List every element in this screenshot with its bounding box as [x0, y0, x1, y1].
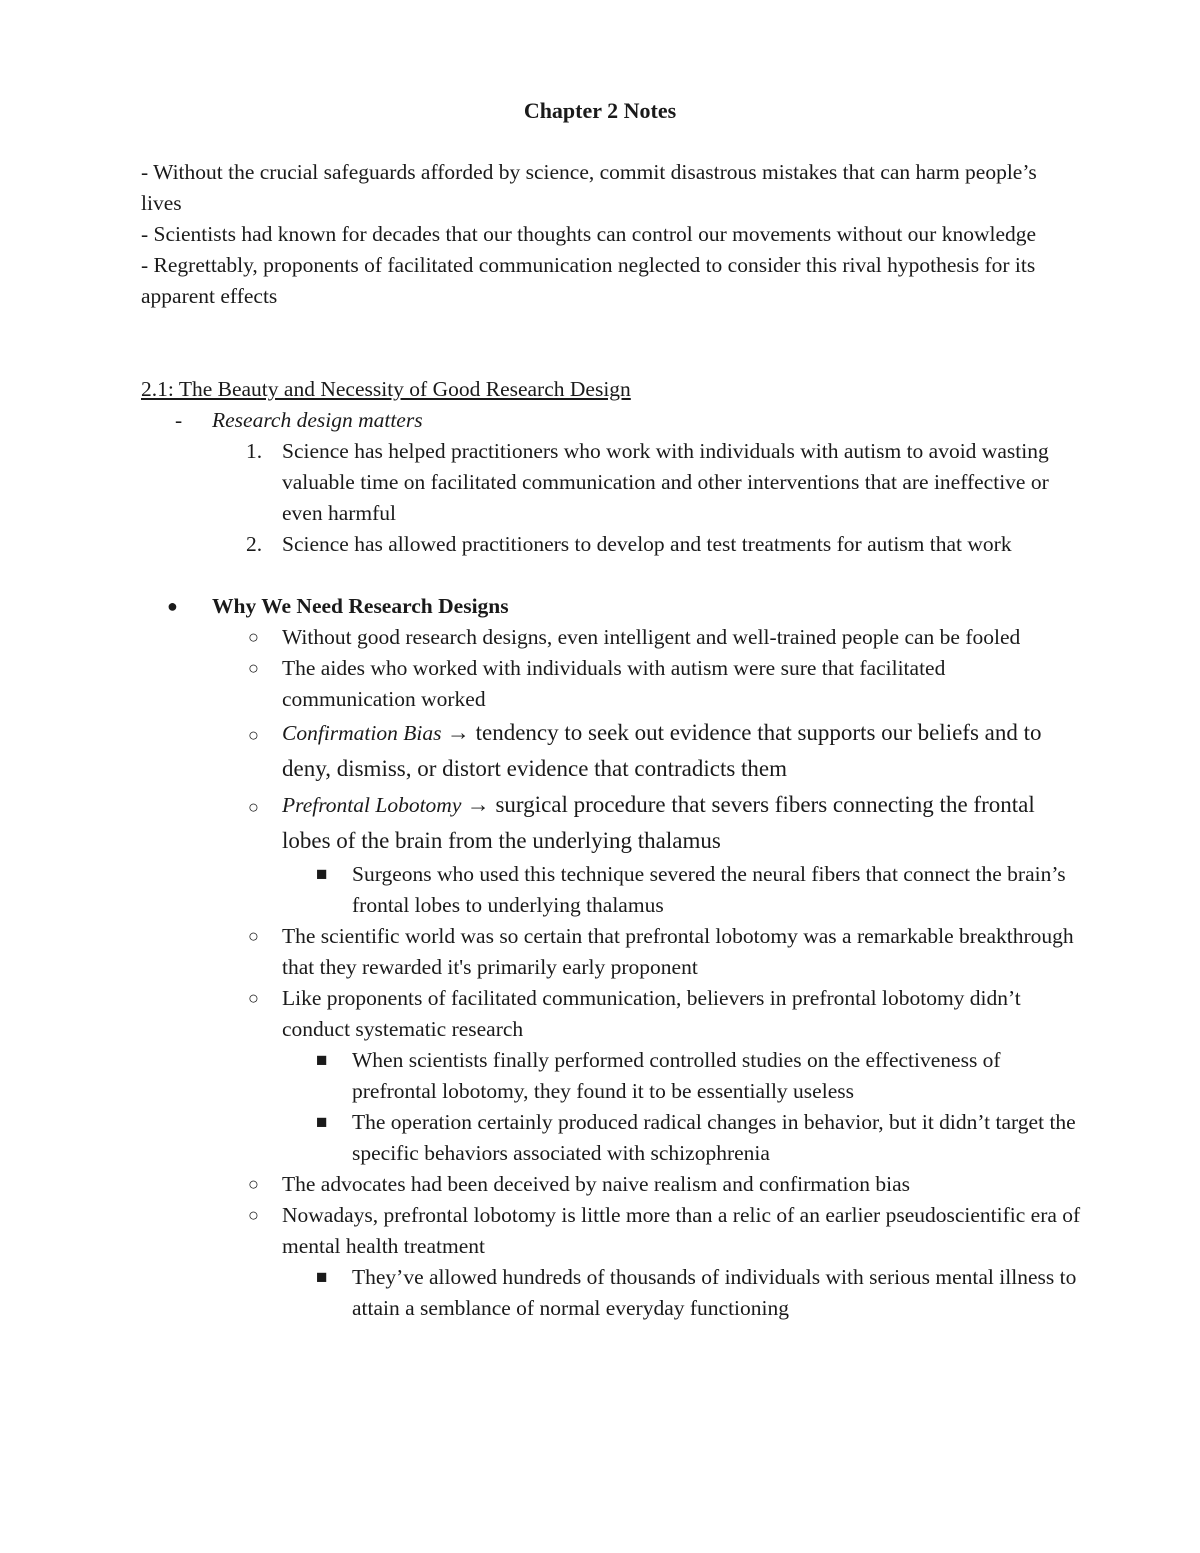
sub-sub-item-text: When scientists finally performed controlled studies on the effectiveness of prefrontal lobotomy, they found it to be essentially useless — [352, 1048, 1001, 1103]
sub-item — [141, 1200, 1081, 1262]
definition-body: → tendency to seek out evidence that supports our beliefs and to deny, dismiss, or distort evidence that contradicts them — [282, 720, 1042, 781]
definition-term: Confirmation Bias — [282, 721, 442, 745]
bullet-heading: Why We Need Research Designs — [212, 594, 509, 618]
page-title: Chapter 2 Notes — [523, 98, 677, 123]
section-2-1 — [141, 374, 1081, 1324]
intro-line: - Without the crucial safeguards afforded by science, commit disastrous mistakes that can harm people’s lives — [141, 160, 1037, 215]
sub-sub-item — [141, 1262, 1081, 1324]
sub-item-text: The aides who worked with individuals with autism were sure that facilitated communication worked — [282, 656, 946, 711]
hollow-bullet-icon: ○ — [248, 725, 259, 745]
numbered-item-text: Science has allowed practitioners to develop and test treatments for autism that work — [282, 532, 1012, 556]
section-heading: 2.1: The Beauty and Necessity of Good Research Design — [141, 377, 631, 401]
dash-item — [141, 405, 1081, 436]
sub-sub-item-text: Surgeons who used this technique severed the neural fibers that connect the brain’s frontal lobes to underlying thalamus — [352, 862, 1066, 917]
sub-sub-item — [141, 859, 1081, 921]
hollow-bullet-icon: ○ — [248, 926, 259, 946]
hollow-bullet-icon: ○ — [248, 797, 259, 817]
sub-sub-item-text: The operation certainly produced radical changes in behavior, but it didn’t target the specific behaviors associated with schizophrenia — [352, 1110, 1076, 1165]
square-bullet-icon: ■ — [316, 1050, 328, 1071]
intro-notes — [141, 157, 1071, 312]
square-bullet-icon: ■ — [316, 1112, 328, 1133]
sub-item — [141, 653, 1081, 715]
dash-marker: - — [175, 408, 183, 432]
intro-line: - Scientists had known for decades that our thoughts can control our movements without our knowledge — [141, 222, 1037, 246]
square-bullet-icon: ■ — [316, 1267, 328, 1288]
dash-item-text: Research design matters — [212, 408, 423, 432]
definition-term: Prefrontal Lobotomy — [282, 793, 462, 817]
definition-body: → surgical procedure that severs fibers connecting the frontal lobes of the brain from the underlying thalamus — [282, 792, 1035, 853]
square-bullet-icon: ■ — [316, 864, 328, 885]
list-number: 1. — [246, 439, 263, 463]
definition-text — [141, 715, 1081, 787]
definition-item — [141, 715, 1081, 787]
hollow-bullet-icon: ○ — [248, 1174, 259, 1194]
sub-item — [141, 1169, 1081, 1200]
sub-item — [141, 983, 1081, 1045]
sub-item-text: The advocates had been deceived by naive realism and confirmation bias — [282, 1172, 911, 1196]
bullet-item — [141, 591, 1081, 622]
sub-item-text: Nowadays, prefrontal lobotomy is little more than a relic of an earlier pseudoscientific era of mental health treatment — [282, 1203, 1081, 1258]
filled-bullet-icon: ● — [167, 596, 178, 616]
numbered-item — [141, 529, 1081, 560]
sub-sub-item — [141, 1045, 1081, 1107]
sub-item — [141, 921, 1081, 983]
definition-text — [141, 787, 1081, 859]
sub-item — [141, 622, 1081, 653]
sub-sub-item-text: They’ve allowed hundreds of thousands of individuals with serious mental illness to attain a semblance of normal everyday functioning — [352, 1265, 1077, 1320]
numbered-item — [141, 436, 1081, 529]
intro-line: - Regrettably, proponents of facilitated communication neglected to consider this rival hypothesis for its apparent effects — [141, 253, 1036, 308]
sub-item-text: The scientific world was so certain that prefrontal lobotomy was a remarkable breakthrough that they rewarded it's primarily early proponent — [282, 924, 1074, 979]
definition-item — [141, 787, 1081, 859]
hollow-bullet-icon: ○ — [248, 658, 259, 678]
sub-item-text: Without good research designs, even intelligent and well-trained people can be fooled — [282, 625, 1021, 649]
numbered-item-text: Science has helped practitioners who work with individuals with autism to avoid wasting valuable time on facilitated communication and other interventions that are ineffective or even harmful — [282, 439, 1049, 525]
blank-line — [141, 560, 1081, 591]
hollow-bullet-icon: ○ — [248, 627, 259, 647]
hollow-bullet-icon: ○ — [248, 988, 259, 1008]
sub-item-text: Like proponents of facilitated communication, believers in prefrontal lobotomy didn’t conduct systematic research — [282, 986, 1021, 1041]
list-number: 2. — [246, 532, 263, 556]
hollow-bullet-icon: ○ — [248, 1205, 259, 1225]
sub-sub-item — [141, 1107, 1081, 1169]
